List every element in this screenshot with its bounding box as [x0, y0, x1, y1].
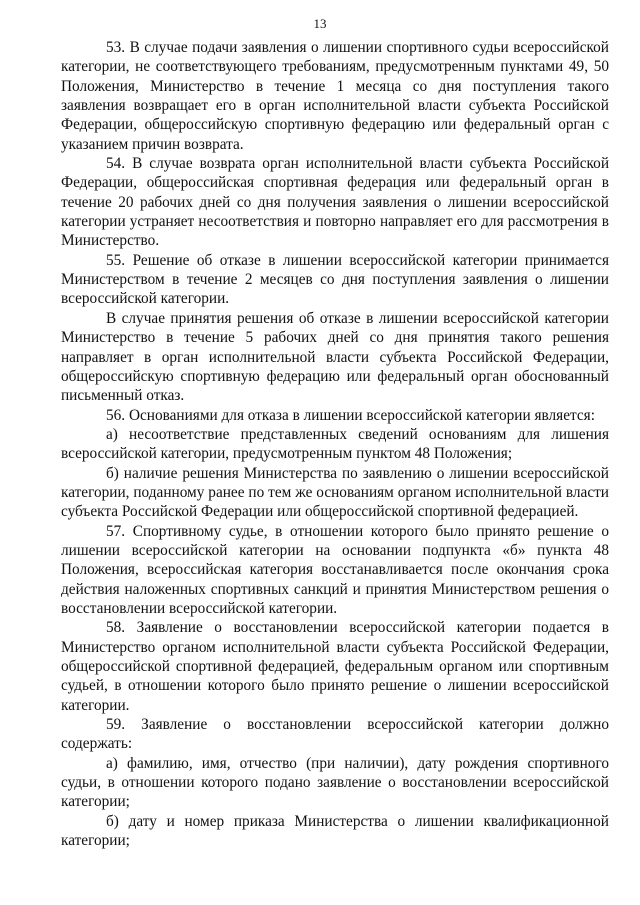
- paragraph-59-a: а) фамилию, имя, отчество (при наличии), дату рождения спортивного судьи, в отношении которого подано заявление о восстановлении всероссийской категории;: [61, 754, 609, 811]
- paragraph-55-refusal: В случае принятия решения об отказе в лишении всероссийской категории Министерство в течение 5 рабочих дней со дня принятия такого решения направляет в орган исполнительной власти субъекта Российской Федерации, общероссийскую спортивную федерацию или федеральный орган обоснованный письменный отказ.: [61, 309, 609, 405]
- paragraph-59: 59. Заявление о восстановлении всероссийской категории должно содержать:: [61, 716, 609, 753]
- paragraph-56-a: а) несоответствие представленных сведений основаниям для лишения всероссийской категории, предусмотренным пунктом 48 Положения;: [61, 425, 609, 463]
- paragraph-53: 53. В случае подачи заявления о лишении спортивного судьи всероссийской категории, не соответствующего требованиям, предусмотренным пунктами 49, 50 Положения, Министерство в течение 1 месяца со дня поступления такого заявления возвращает его в орган исполнительной власти субъекта Российской Федерации, общероссийскую спортивную федерацию или федеральный орган с указанием причин возврата.: [61, 39, 609, 153]
- paragraph-56-b: б) наличие решения Министерства по заявлению о лишении всероссийской категории, поданному ранее по тем же основаниям органом исполнительной власти субъекта Российской Федерации или общероссийской спортивной федерацией.: [61, 464, 609, 521]
- paragraph-59-b: б) дату и номер приказа Министерства о лишении квалификационной категории;: [61, 812, 609, 850]
- paragraph-57: 57. Спортивному судье, в отношении которого было принято решение о лишении всероссийской категории на основании подпункта «б» пункта 48 Положения, всероссийская категория восстанавливается после окончания срока действия наложенных спортивных санкций и принятия Министерством решения о восстановлении всероссийской категории.: [61, 522, 609, 617]
- page-number: 13: [313, 16, 327, 31]
- paragraph-55: 55. Решение об отказе в лишении всероссийской категории принимается Министерством в течение 2 месяцев со дня поступления заявления о лишении всероссийской категории.: [61, 251, 609, 308]
- paragraph-56: 56. Основаниями для отказа в лишении всероссийской категории является:: [106, 406, 595, 424]
- document-body: [61, 38, 609, 850]
- paragraph-58: 58. Заявление о восстановлении всероссийской категории подается в Министерство органом исполнительной власти субъекта Российской Федерации, общероссийской спортивной федерацией, федеральным органом или спортивным судьей, в отношении которого было принято решение о лишении всероссийской категории.: [61, 619, 609, 714]
- paragraph-54: 54. В случае возврата орган исполнительной власти субъекта Российской Федерации, общероссийская спортивная федерация или федеральный орган в течение 20 рабочих дней со дня получения заявления о лишении всероссийской категории устраняет несоответствия и повторно направляет его для рассмотрения в Министерство.: [61, 155, 609, 250]
